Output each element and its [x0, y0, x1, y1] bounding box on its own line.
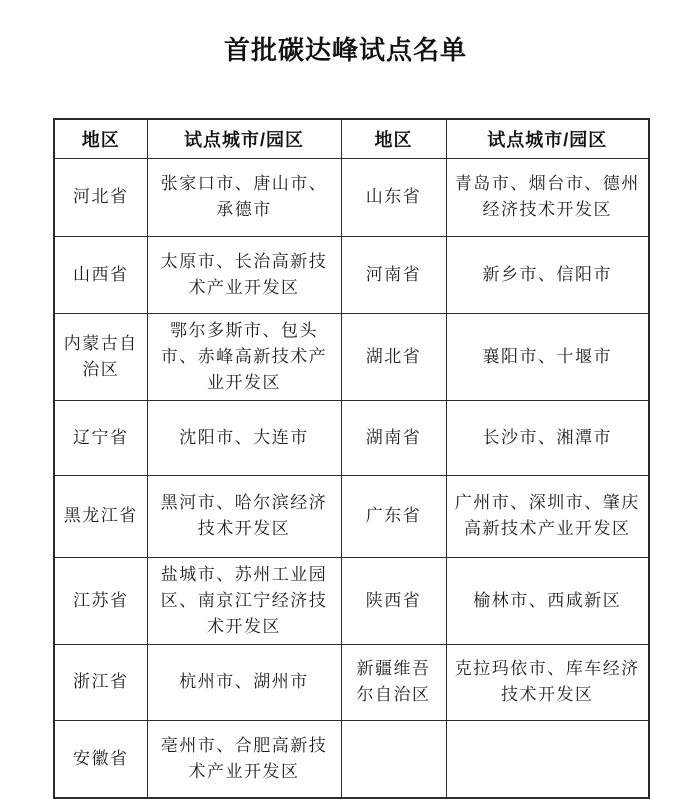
region-cell: 山西省 [54, 236, 147, 313]
cities-cell: 杭州市、湖州市 [147, 644, 341, 720]
cities-cell: 长沙市、湘潭市 [446, 400, 649, 475]
cities-cell: 黑河市、哈尔滨经济技术开发区 [147, 475, 341, 557]
region-cell: 辽宁省 [54, 400, 147, 475]
table-body [54, 158, 649, 798]
header-cities-right: 试点城市/园区 [446, 119, 649, 158]
table-row [54, 313, 649, 400]
region-cell: 河北省 [54, 158, 147, 236]
table-row [54, 475, 649, 557]
header-region-left: 地区 [54, 119, 147, 158]
cities-cell: 盐城市、苏州工业园区、南京江宁经济技术开发区 [147, 557, 341, 644]
header-row [54, 119, 649, 158]
cities-cell: 亳州市、合肥高新技术产业开发区 [147, 720, 341, 798]
region-cell: 新疆维吾尔自治区 [341, 644, 446, 720]
header-region-right: 地区 [341, 119, 446, 158]
cities-cell: 襄阳市、十堰市 [446, 313, 649, 400]
table-row [54, 557, 649, 644]
table-header [54, 119, 649, 158]
cities-cell: 沈阳市、大连市 [147, 400, 341, 475]
region-cell: 江苏省 [54, 557, 147, 644]
cities-cell: 鄂尔多斯市、包头市、赤峰高新技术产业开发区 [147, 313, 341, 400]
cities-cell: 新乡市、信阳市 [446, 236, 649, 313]
region-cell: 浙江省 [54, 644, 147, 720]
region-cell [341, 720, 446, 798]
table-row [54, 400, 649, 475]
region-cell: 广东省 [341, 475, 446, 557]
cities-cell: 克拉玛依市、库车经济技术开发区 [446, 644, 649, 720]
pilot-list-table [53, 118, 650, 799]
page-title: 首批碳达峰试点名单 [223, 35, 467, 65]
region-cell: 陕西省 [341, 557, 446, 644]
cities-cell [446, 720, 649, 798]
table-row [54, 236, 649, 313]
cities-cell: 榆林市、西咸新区 [446, 557, 649, 644]
region-cell: 河南省 [341, 236, 446, 313]
region-cell: 安徽省 [54, 720, 147, 798]
region-cell: 湖北省 [341, 313, 446, 400]
header-cities-left: 试点城市/园区 [147, 119, 341, 158]
cities-cell: 张家口市、唐山市、承德市 [147, 158, 341, 236]
region-cell: 山东省 [341, 158, 446, 236]
region-cell: 湖南省 [341, 400, 446, 475]
region-cell: 内蒙古自治区 [54, 313, 147, 400]
cities-cell: 广州市、深圳市、肇庆高新技术产业开发区 [446, 475, 649, 557]
cities-cell: 青岛市、烟台市、德州经济技术开发区 [446, 158, 649, 236]
table-row [54, 158, 649, 236]
table-row [54, 644, 649, 720]
region-cell: 黑龙江省 [54, 475, 147, 557]
table-row [54, 720, 649, 798]
cities-cell: 太原市、长治高新技术产业开发区 [147, 236, 341, 313]
